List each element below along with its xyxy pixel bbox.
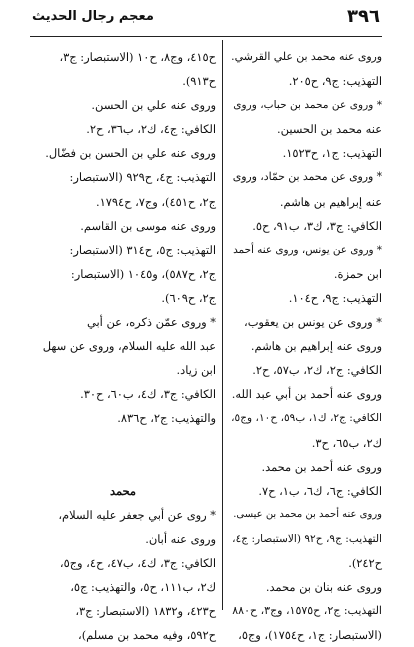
text-line: ج٢، ح٤٥١)، وج٧، ح١٧٩٤. bbox=[96, 194, 216, 209]
text-line: عبد الله عليه السلام، وروى عن سهل bbox=[42, 339, 216, 354]
text-line: عنه إبراهيم بن هاشم. bbox=[279, 194, 382, 209]
entry-heading: محمد bbox=[109, 483, 137, 498]
text-line: الكافي: ج٣، ك٤، ب٦٠، ح٣٠. bbox=[80, 387, 216, 402]
text-line: ح٤١٥، وج٨، ح١٠ (الاستبصار: ج٣، bbox=[59, 50, 216, 64]
text-line: التهذيب: ج٩، ح١٠٤. bbox=[288, 290, 382, 305]
text-line: وروى عنه إبراهيم بن هاشم. bbox=[250, 339, 382, 354]
page-number: ٣٩٦ bbox=[347, 6, 380, 27]
text-line: وروى عنه موسى بن القاسم. bbox=[80, 218, 216, 233]
text-line: التهذيب: ج٩، ح٩٢ (الاستبصار: ج٤، bbox=[232, 532, 382, 545]
text-line: الكافي: ج٤، ك٢، ب٣٦، ح٢. bbox=[86, 122, 216, 137]
text-line: * وروى عن يونس، وروى عنه أحمد bbox=[233, 243, 382, 256]
text-line: التهذيب: ج٩، ح٢٠٥. bbox=[288, 74, 382, 89]
text-line: وروى عنه أبان. bbox=[145, 531, 216, 546]
text-line: الكافي: ج٣، ك٤، ب٤٧، ح٤، وج٥، bbox=[59, 555, 216, 570]
text-line: * وروى عن محمد بن حمّاد، وروى bbox=[232, 170, 382, 184]
text-line: ك٢، ب١١١، ح٥، والتهذيب: ج٥، bbox=[70, 579, 216, 594]
text-line: * روى عن أبي جعفر عليه السلام، bbox=[58, 507, 216, 522]
text-line: وروى عنه علي بن الحسن بن فضّال. bbox=[45, 146, 216, 161]
text-line: وروى عنه محمد بن علي القرشي. bbox=[231, 50, 382, 63]
text-line: الكافي: ج٣، ك٣، ب٩١، ح٥. bbox=[252, 218, 382, 233]
text-line: التهذيب: ج٢، ح١٥٧٥، وج٣، ح٨٨٠ bbox=[232, 604, 382, 618]
text-line: ح٢٤٢). bbox=[348, 555, 382, 570]
page-header bbox=[30, 0, 382, 37]
right-column bbox=[231, 45, 382, 647]
left-column-bottom bbox=[30, 503, 216, 647]
text-line: ح٩١٣). bbox=[182, 74, 216, 89]
text-line: التهذيب: ج٤، ح٩٢٩ (الاستبصار: bbox=[69, 170, 216, 185]
text-line: ابن حمزة. bbox=[333, 266, 382, 281]
text-line: وروى عنه بنان بن محمد. bbox=[265, 580, 382, 595]
text-line: ابن زياد. bbox=[176, 363, 216, 378]
text-line: ح٥٩٢، وفيه محمد بن مسلم)، bbox=[78, 628, 216, 643]
text-line: * وروى عمّن ذكره، عن أبي bbox=[87, 315, 216, 330]
text-line: * وروى عن يونس بن يعقوب، bbox=[244, 315, 382, 330]
section-gap bbox=[30, 431, 216, 479]
text-line: وروى عنه أحمد بن محمد. bbox=[261, 459, 382, 474]
text-line: والتهذيب: ج٢، ح٨٣٦. bbox=[117, 411, 216, 426]
text-line: الكافي: ج٢، ك١، ب٥٩، ح١٠، وج٥، bbox=[231, 412, 382, 425]
text-line: ج٢، ح٦٠٩). bbox=[161, 290, 216, 305]
column-divider bbox=[222, 40, 223, 610]
text-line: ج٢، ح٥٨٧)، و١٠٤٥ (الاستبصار: bbox=[70, 266, 216, 281]
left-column bbox=[30, 45, 216, 647]
text-line: ح٤٢٣، و١٨٣٢ (الاستبصار: ج٣، bbox=[75, 603, 216, 618]
left-column-top bbox=[30, 45, 216, 431]
text-line: الكافي: ج٢، ك٢، ب٥٧، ح٢. bbox=[252, 363, 382, 378]
text-line: * وروى عن محمد بن حباب، وروى bbox=[233, 99, 382, 112]
text-line: (الاستبصار: ج١، ح١٧٥٤)، وج٥، bbox=[238, 628, 382, 643]
book-title: معجم رجال الحديث bbox=[32, 9, 154, 24]
text-line: التهذيب: ج١، ح١٥٢٣. bbox=[282, 146, 382, 161]
text-line: التهذيب: ج٥، ح٣١٤ (الاستبصار: bbox=[69, 242, 216, 257]
text-line: عنه محمد بن الحسين. bbox=[277, 122, 382, 137]
text-line: وروى عنه أحمد بن محمد بن عيسى. bbox=[233, 508, 382, 520]
text-line: وروى عنه أحمد بن أبي عبد الله. bbox=[231, 387, 382, 402]
text-line: ك٢، ب٦٥، ح٣. bbox=[311, 435, 382, 450]
text-line: وروى عنه علي بن الحسن. bbox=[91, 98, 216, 113]
text-line: الكافي: ج٦، ك٦، ب١، ح٧. bbox=[258, 483, 382, 498]
